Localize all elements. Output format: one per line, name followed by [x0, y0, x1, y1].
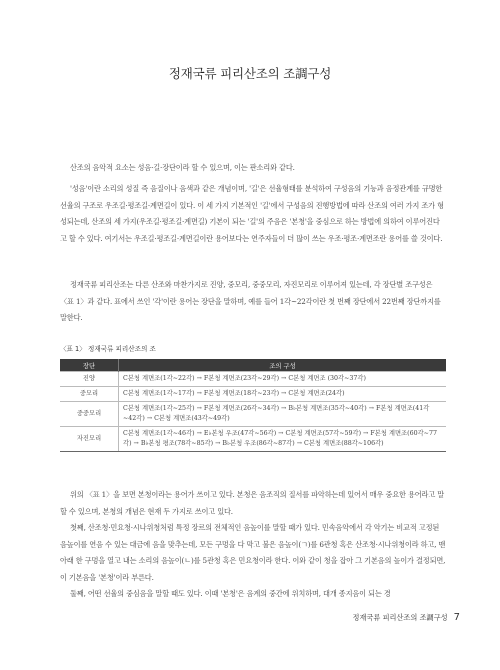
table-caption: 〈표 1〉 정재국류 피리산조의 조: [60, 345, 156, 353]
page-title: 정재국류 피리산조의 조調구성: [168, 66, 332, 81]
page-number: 7: [453, 612, 460, 623]
row-content: C본청 계면조(1각~46각) → E♭본청 우조(47각~56각) → C본청 계면조(57각~59각) → F본청 계면조(60각~77각) → B♭본청 평조(78각~85각) → B♭본청 우조(86각~87각) → C본청 계면조(88각~106각): [119, 427, 447, 452]
row-content: C본청 계면조(1각~17각) → F본청 계면조(18각~23각) → C본청 계면조(24각): [119, 387, 447, 402]
paragraph-2: '성음'이란 소리의 성질 즉 음질이나 음색과 같은 개념이며, '길'은 선율형태를 분석하여 구성음의 기능과 음정관계를 규명한 선율의 구조로 우조길·평조길·계면길이 있다. 이 세 가지 기본적인 '길'에서 구성음의 진행방법에 따라 산조의 여러 가지 조가 형성되는데, 산조의 세 가지(우조길·평조길·계면길) 기본이 되는 '길'의 주음은 '본청'을 중심으로 하는 방법에 의하여 이루어진다고 할 수 있다. 여기서는 우조길·평조길·계면길이란 용어보다는 연주자들이 더 많이 쓰는 우조·평조·계면조란 용어를 쓸 것이다.: [60, 184, 444, 243]
row-content: C본청 계면조(1각~22각) → F본청 계면조(23각~29각) → C본청 계면조 (30각~37각): [119, 372, 447, 387]
footer-title: 정재국류 피리산조의 조調구성: [352, 613, 448, 622]
page-footer: [353, 612, 460, 623]
paragraph-6: 둘째, 어떤 선율의 중심음을 말할 때도 있다. 이때 '본청'은 음계의 중간에 위치하며, 대개 종지음이 되는 경: [70, 589, 391, 598]
table-row: [60, 372, 446, 387]
paragraph-5: 첫째, 산조청·민요청·시나위청처럼 특정 장르의 전체적인 음높이를 말할 때가 있다. 민속음악에서 각 악기는 비교적 고정된 음높이를 연음 수 있는 대금에 음을 맞추는데, 모든 구멍을 다 막고 불은 음높이(ㄱ)를 6관청 혹은 산조청·시나위청이라 하고, 맨 아래 한 구멍을 열고 내는 소리의 음높이(ㄴ)를 5관청 혹은 민요청이라 한다. 이와 같이 청을 잡아 그 기본음의 높이가 결정되면, 이 기본음을 '본청'이라 부른다.: [60, 523, 446, 582]
paragraph-3: 정재국류 피리산조는 다른 산조와 마찬가지로 진양, 중모리, 중중모리, 자진모리로 이루어져 있는데, 각 장단별 조구성은 〈표 1〉과 같다. 표에서 쓰인 '각'이란 용어는 장단을 말하며, 예를 들어 1각~22각이란 첫 번째 장단에서 22번째 장단까지를 말한다.: [60, 280, 441, 323]
row-name: 중모리: [60, 387, 119, 402]
header-composition: 조의 구성: [119, 359, 447, 372]
row-name: 자진모리: [60, 427, 119, 452]
row-name: 진양: [60, 372, 119, 387]
table-header-row: [60, 359, 446, 372]
paragraph-4: 위의 〈표 1〉을 보면 본청이라는 용어가 쓰이고 있다. 본청은 음조직의 질서를 파악하는데 있어서 매우 중요한 용어라고 말할 수 있으며, 본청의 개념은 현재 두 가지로 쓰이고 있다.: [60, 490, 445, 516]
paragraph-1: 산조의 음악적 요소는 성음·길·장단이라 할 수 있으며, 이는 판소리와 같다.: [70, 163, 295, 172]
row-content: C본청 계면조(1각~25각) → F본청 계면조(26각~34각) → B♭본청 계면조(35각~40각) → F본청 계면조(41각~42각) → C본청 계면조(43각~49각): [119, 402, 447, 427]
table-row: [60, 387, 446, 402]
header-jangdan: 장단: [60, 359, 119, 372]
table-row: [60, 427, 446, 452]
structure-table: [60, 359, 446, 452]
row-name: 중중모리: [60, 402, 119, 427]
table-row: [60, 402, 446, 427]
